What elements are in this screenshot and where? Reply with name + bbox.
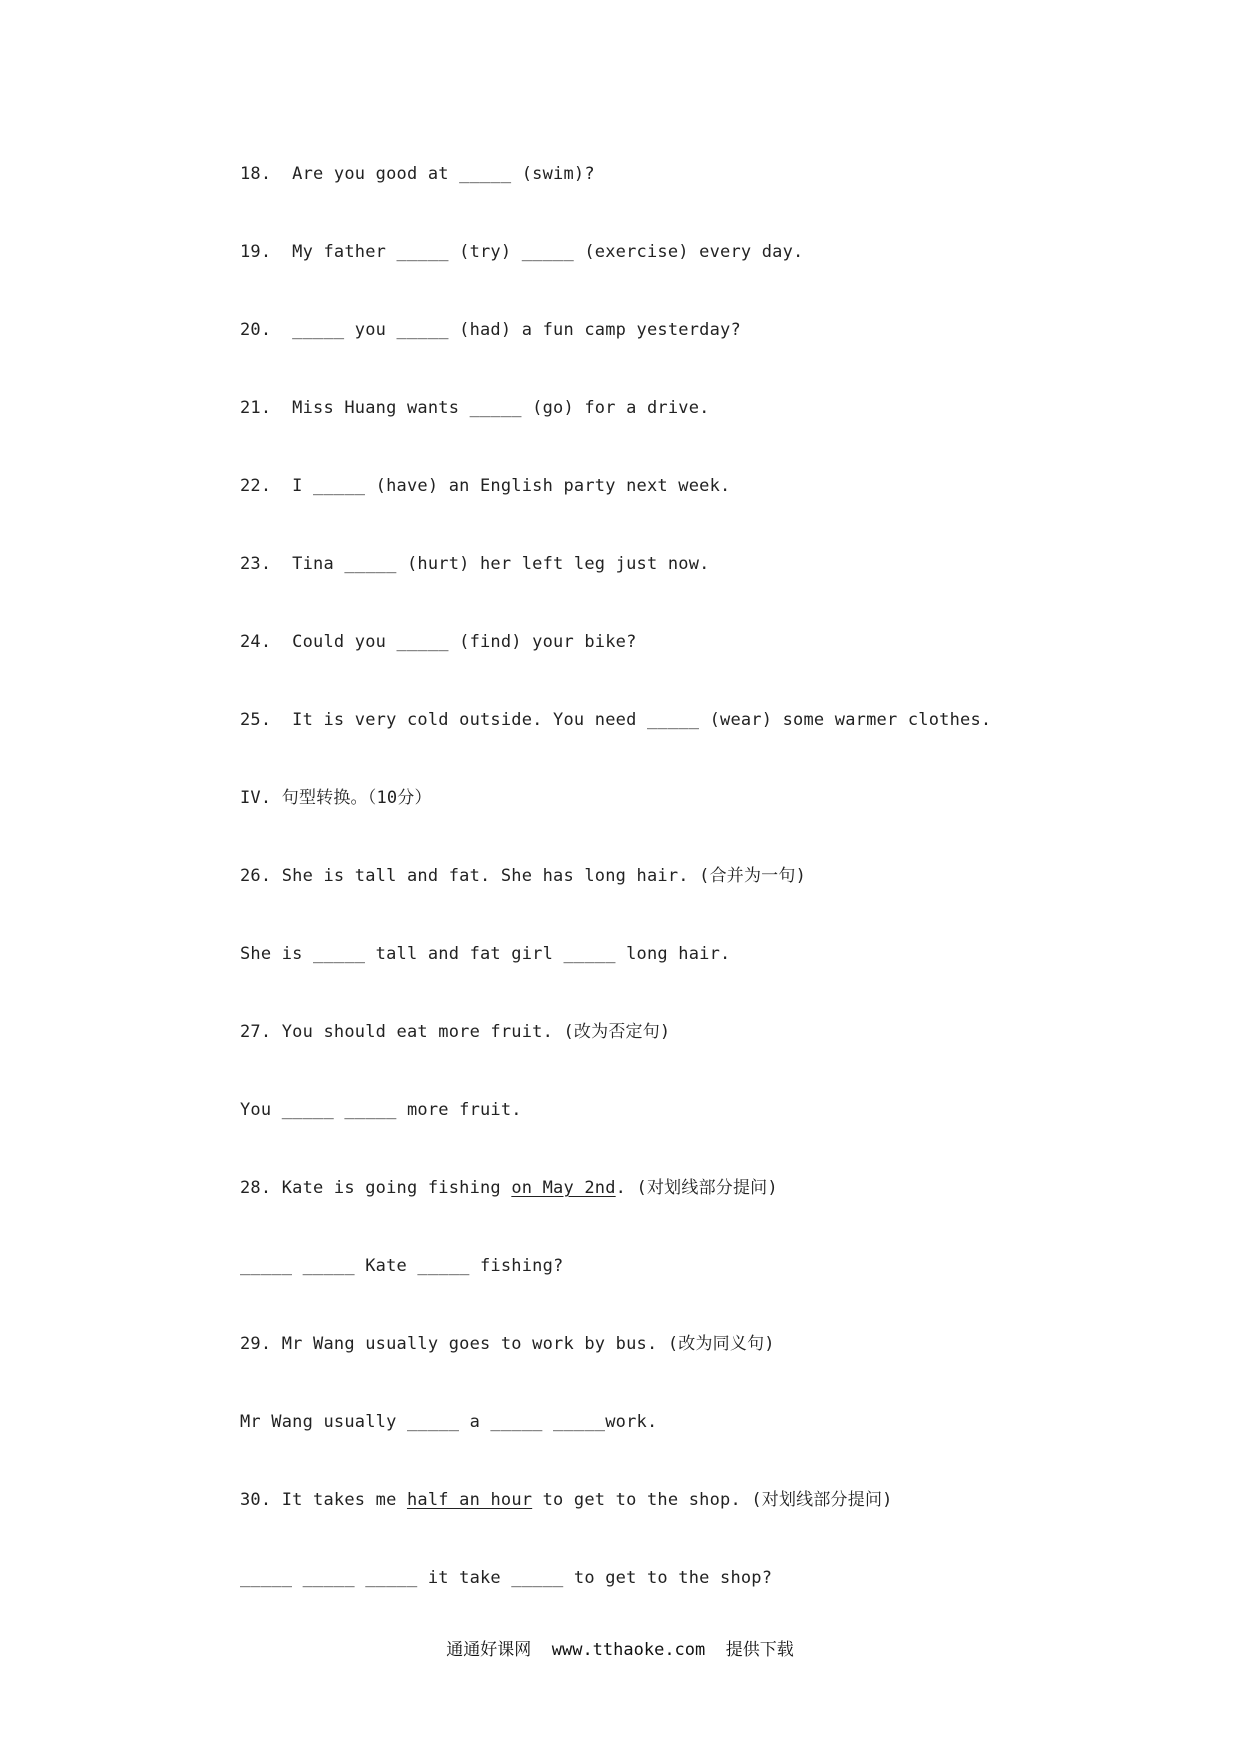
- answer-line-28: _____ _____ Kate _____ fishing?: [240, 1256, 564, 1276]
- question-28: [240, 1176, 778, 1200]
- question-23: 23. Tina _____ (hurt) her left leg just now.: [240, 554, 710, 574]
- section-heading-iv: IV. 句型转换。（10分）: [240, 788, 432, 808]
- question-28-underlined-part: on May 2nd: [511, 1178, 616, 1198]
- question-30-instruction: to get to the shop. (对划线部分提问): [532, 1490, 893, 1510]
- question-21: 21. Miss Huang wants _____ (go) for a drive.: [240, 398, 710, 418]
- question-20: 20. _____ you _____ (had) a fun camp yesterday?: [240, 320, 741, 340]
- question-28-text: 28. Kate is going fishing: [240, 1178, 512, 1198]
- question-19: 19. My father _____ (try) _____ (exercise) every day.: [240, 242, 804, 262]
- answer-line-29: Mr Wang usually _____ a _____ _____work.: [240, 1412, 658, 1432]
- question-24: 24. Could you _____ (find) your bike?: [240, 632, 637, 652]
- question-25: 25. It is very cold outside. You need _____ (wear) some warmer clothes.: [240, 710, 992, 730]
- answer-line-26: She is _____ tall and fat girl _____ long hair.: [240, 944, 731, 964]
- question-22: 22. I _____ (have) an English party next week.: [240, 476, 731, 496]
- answer-line-27: You _____ _____ more fruit.: [240, 1100, 522, 1120]
- question-26: 26. She is tall and fat. She has long hair. (合并为一句): [240, 866, 807, 886]
- question-30-text: 30. It takes me: [240, 1490, 407, 1510]
- question-28-instruction: . (对划线部分提问): [615, 1178, 778, 1198]
- question-27: 27. You should eat more fruit. (改为否定句): [240, 1022, 671, 1042]
- question-30: [240, 1488, 893, 1512]
- page-footer: 通通好课网 www.tthaoke.com 提供下载: [446, 1640, 794, 1660]
- question-29: 29. Mr Wang usually goes to work by bus. (改为同义句): [240, 1334, 775, 1354]
- question-18: 18. Are you good at _____ (swim)?: [240, 164, 595, 184]
- answer-line-30: _____ _____ _____ it take _____ to get to the shop?: [240, 1568, 773, 1588]
- question-30-underlined-part: half an hour: [406, 1490, 533, 1510]
